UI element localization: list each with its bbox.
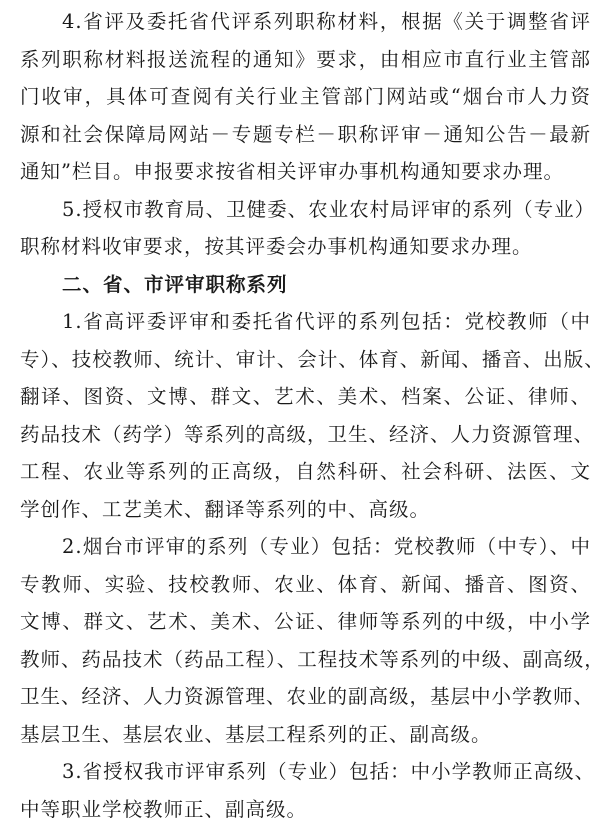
text-line: 4.省评及委托省代评系列职称材料，根据《关于调整省评 (62, 10, 591, 33)
text-line: 2.烟台市评审的系列（专业）包括：党校教师（中专）、中 (62, 535, 591, 558)
text-line: 1.省高评委评审和委托省代评的系列包括：党校教师（中 (62, 310, 591, 333)
text-line: 教师、药品技术（药品工程）、工程技术等系列的中级、副高级， (20, 647, 605, 671)
text-line: 药品技术（药学）等系列的高级，卫生、经济、人力资源管理、 (20, 422, 595, 446)
text-line: 源和社会保障局网站－专题专栏－职称评审－通知公告－最新 (20, 122, 591, 146)
text-line: 二、省、市评审职称系列 (62, 272, 288, 296)
text-line: 职称材料收审要求，按其评委会办事机构通知要求办理。 (20, 235, 533, 258)
text-line: 门收审，具体可查阅有关行业主管部门网站或“烟台市人力资 (20, 85, 591, 108)
text-line: 文博、群文、艺术、美术、公证、律师等系列的中级，中小学 (20, 610, 591, 633)
paragraph (20, 303, 605, 528)
paragraph (20, 3, 591, 191)
text-line: 系列职称材料报送流程的通知》要求，由相应市直行业主管部 (20, 47, 591, 71)
text-line: 专）、技校教师、统计、审计、会计、体育、新闻、播音、出版、 (20, 347, 605, 371)
paragraph (20, 528, 605, 753)
text-line: 通知”栏目。申报要求按省相关评审办事机构通知要求办理。 (20, 160, 564, 183)
paragraph (20, 191, 596, 266)
text-line: 学创作、工艺美术、翻译等系列的中、高级。 (20, 497, 431, 521)
text-line: 专教师、实验、技校教师、农业、体育、新闻、播音、图资、 (20, 572, 591, 596)
text-line: 基层卫生、基层农业、基层工程系列的正、副高级。 (20, 722, 492, 746)
text-line: 3.省授权我市评审系列（专业）包括：中小学教师正高级、 (62, 760, 596, 783)
section-heading (20, 266, 591, 304)
paragraph (20, 753, 596, 828)
text-line: 5.授权市教育局、卫健委、农业农村局评审的系列（专业） (62, 197, 596, 221)
text-line: 中等职业学校教师正、副高级。 (20, 797, 308, 821)
text-line: 翻译、图资、文博、群文、艺术、美术、档案、公证、律师、 (20, 385, 591, 408)
text-line: 工程、农业等系列的正高级，自然科研、社会科研、法医、文 (20, 460, 591, 483)
text-line: 卫生、经济、人力资源管理、农业的副高级，基层中小学教师、 (20, 685, 595, 708)
document-body (20, 3, 605, 828)
